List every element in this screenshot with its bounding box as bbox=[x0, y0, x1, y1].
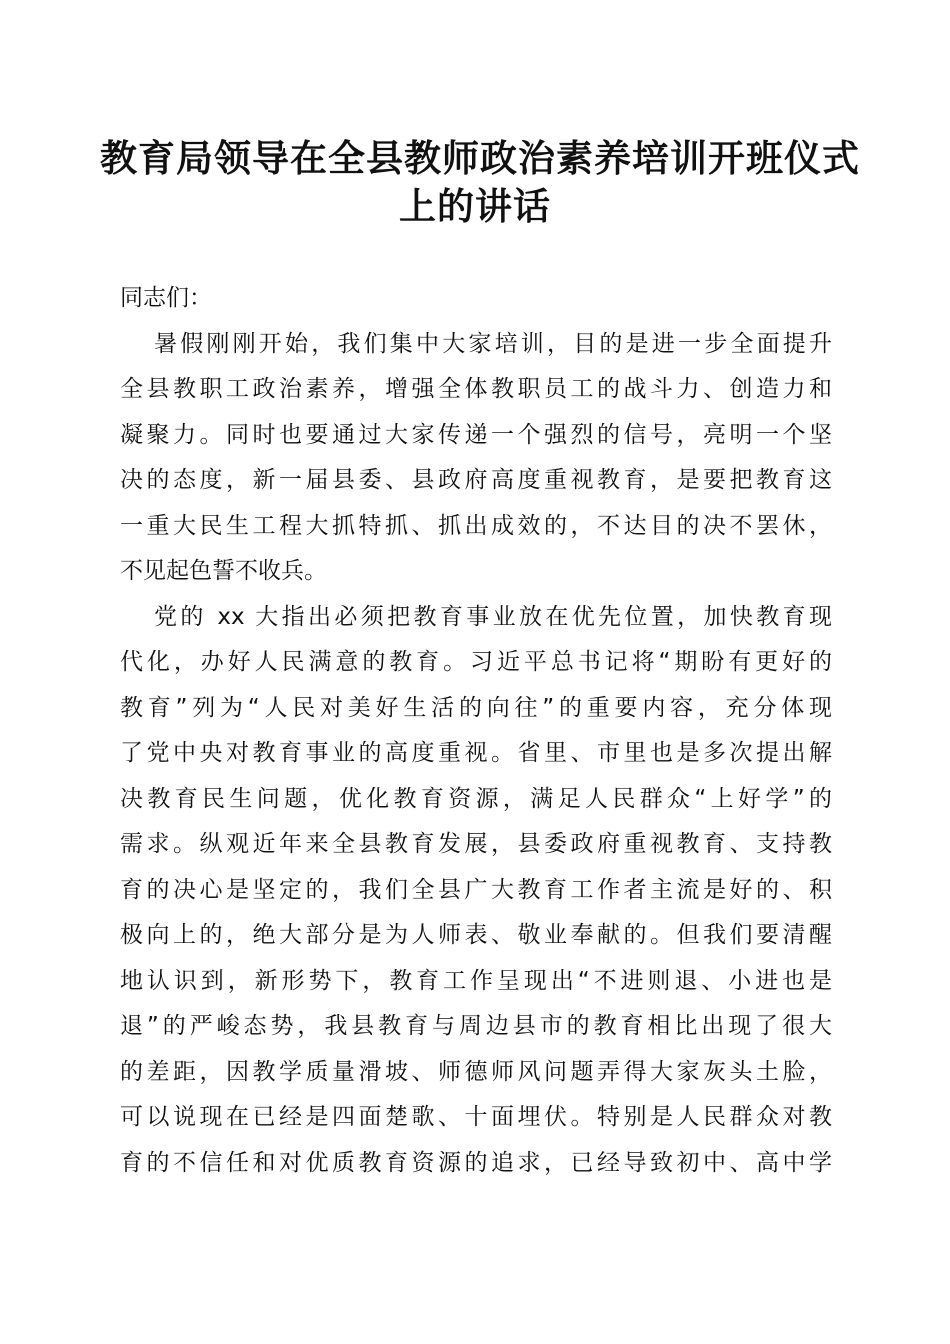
paragraph-1 bbox=[120, 322, 832, 595]
paragraph-line: 了党中央对教育事业的高度重视。省里、市里也是多次提出解 bbox=[120, 740, 832, 766]
paragraph-line: 全县教职工政治素养，增强全体教职员工的战斗力、创造力和 bbox=[120, 376, 832, 402]
paragraph-line: 决教育民生问题，优化教育资源，满足人民群众“上好学”的 bbox=[120, 785, 832, 812]
paragraph-line: 极向上的，绝大部分是为人师表、敬业奉献的。但我们要清醒 bbox=[120, 922, 832, 948]
paragraph-line: 育的不信任和对优质教育资源的追求，已经导致初中、高中学 bbox=[120, 1149, 832, 1176]
paragraph-line: 一重大民生工程大抓特抓、抓出成效的，不达目的决不罢休， bbox=[120, 512, 832, 539]
paragraph-2 bbox=[120, 595, 832, 1187]
paragraph-line: 不见起色誓不收兵。 bbox=[120, 558, 327, 584]
title-line-2: 上的讲话 bbox=[399, 184, 551, 228]
paragraph-line: 地认识到，新形势下，教育工作呈现出“不进则退、小进也是 bbox=[120, 967, 832, 994]
document-title bbox=[100, 134, 860, 230]
salutation bbox=[120, 276, 832, 322]
paragraph-line: 育的决心是坚定的，我们全县广大教育工作者主流是好的、积 bbox=[120, 876, 832, 903]
paragraph-line: 凝聚力。同时也要通过大家传递一个强烈的信号，亮明一个坚 bbox=[120, 421, 832, 448]
paragraph-line: 需求。纵观近年来全县教育发展，县委政府重视教育、支持教 bbox=[120, 831, 832, 857]
paragraph-line: 决的态度，新一届县委、县政府高度重视教育，是要把教育这 bbox=[120, 467, 832, 493]
paragraph-line: 党的 xx 大指出必须把教育事业放在优先位置，加快教育现 bbox=[154, 603, 832, 630]
paragraph-line: 退”的严峻态势，我县教育与周边县市的教育相比出现了很大 bbox=[120, 1013, 832, 1039]
paragraph-line: 代化，办好人民满意的教育。习近平总书记将“期盼有更好的 bbox=[120, 649, 832, 675]
document-body bbox=[120, 276, 832, 1186]
paragraph-line: 的差距，因教学质量滑坡、师德师风问题弄得大家灰头土脸， bbox=[120, 1058, 832, 1085]
paragraph-line: 教育”列为“人民对美好生活的向往”的重要内容，充分体现 bbox=[120, 694, 832, 721]
salutation-text: 同志们： bbox=[120, 285, 212, 311]
paragraph-line: 暑假刚刚开始，我们集中大家培训，目的是进一步全面提升 bbox=[154, 330, 832, 357]
title-line-1: 教育局领导在全县教师政治素养培训开班仪式 bbox=[100, 136, 860, 180]
paragraph-line: 可以说现在已经是四面楚歌、十面埋伏。特别是人民群众对教 bbox=[120, 1104, 832, 1130]
